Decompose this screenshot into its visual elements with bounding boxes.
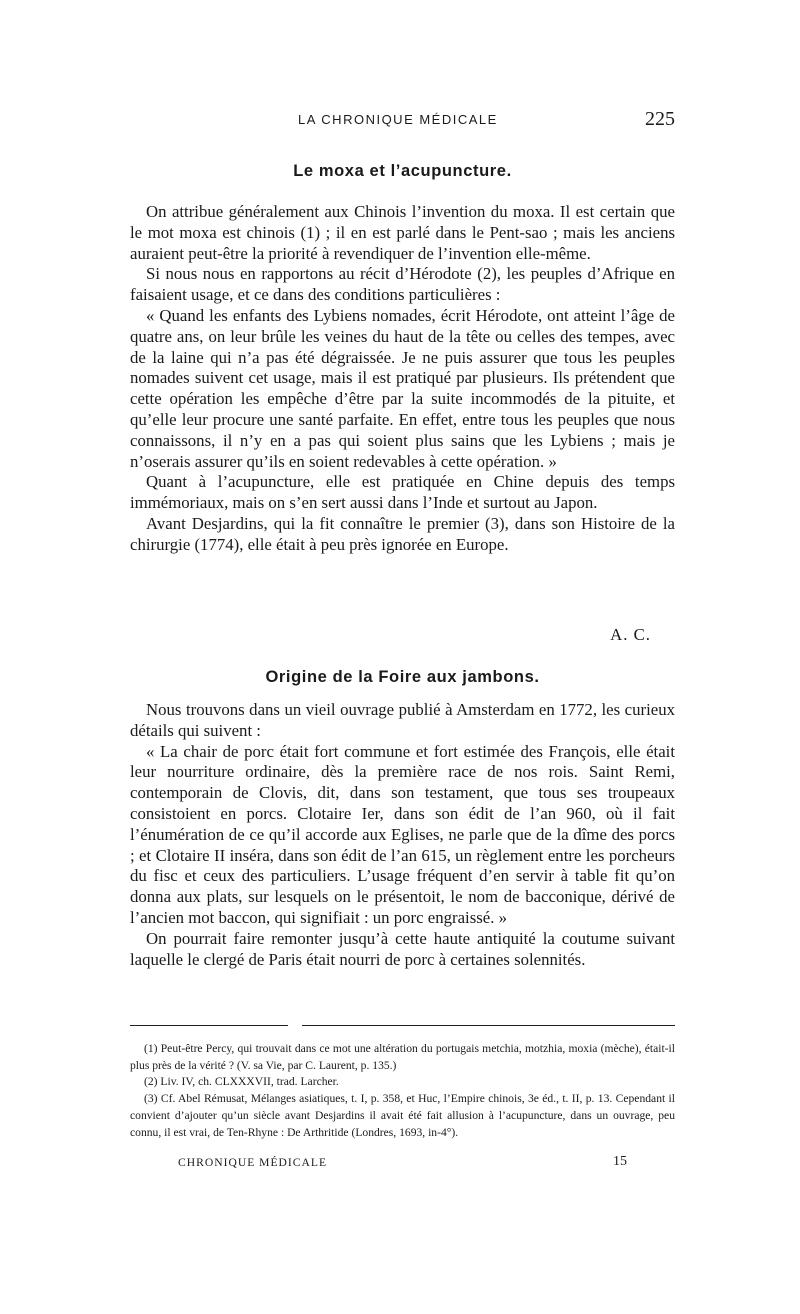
page-header xyxy=(130,108,675,132)
article-title-moxa: Le moxa et l’acupuncture. xyxy=(293,162,512,180)
page-number: 225 xyxy=(645,108,675,130)
article-signature: A. C. xyxy=(610,625,651,644)
article-body-foire xyxy=(130,700,675,970)
paragraph: Nous trouvons dans un vieil ouvrage publié à Amsterdam en 1772, les curieux détails qui suivent : xyxy=(130,700,675,740)
page-footer xyxy=(130,1154,675,1172)
quote-paragraph: « Quand les enfants des Lybiens nomades, écrit Hérodote, ont atteint l’âge de quatre ans, on leur brûle les veines du haut de la tête ou celles des tempes, avec de la laine qui n’a pas été dégraissée. Je ne puis assurer que tous les peuples nomades suivent cet usage, mais il est pratiqué par plusieurs. Ils prétendent que cette opération les empêche d’être par la suite incommodés de la pituite, et qu’elle leur procure une santé parfaite. En effet, entre tous les peuples que nous connaissons, il n’y en a pas qui soient plus sains que les Lybiens ; mais je n’oserais assurer qu’ils en soient redevables à cette opération. » xyxy=(130,305,675,471)
paragraph: Si nous nous en rapportons au récit d’Hérodote (2), les peuples d’Afrique en faisaient usage, et ce dans des conditions particulières : xyxy=(130,264,675,305)
quote-paragraph: « La chair de porc était fort commune et fort estimée des François, elle était leur nourriture ordinaire, dès la première race de nos rois. Saint Remi, contemporain de Clovis, dit, dans son testament, que tous ses troupeaux consistoient en porcs. Clotaire Ier, dans son édit de l’an 960, où il fait l’énumération de ce qu’il accorde aux Eglises, ne parle que de la dîme des porcs ; et Clotaire II inséra, dans son édit de l’an 615, un règlement entre les porcheurs du fisc et ceux des particuliers. L’usage fréquent d’en servir à table fit qu’on donna aux plats, sur lesquels on le présentoit, le nom de bacconique, dérivé de l’ancien mot baccon, qui signifiait : un porc engraissé. » xyxy=(130,741,675,927)
article-title-foire: Origine de la Foire aux jambons. xyxy=(265,668,540,686)
footnote: (1) Peut-être Percy, qui trouvait dans ce mot une altération du portugais metchia, motzhia, moxia (mèche), était-il plus près de la vérité ? (V. sa Vie, par C. Laurent, p. 135.) xyxy=(130,1042,675,1072)
signature-mark-label: CHRONIQUE MÉDICALE xyxy=(178,1156,328,1169)
footnote-rule-left xyxy=(130,1025,288,1026)
footnote: (3) Cf. Abel Rémusat, Mélanges asiatiques, t. I, p. 358, et Huc, l’Empire chinois, 3e éd., t. II, p. 13. Cependant il convient d’ajouter qu’un siècle avant Desjardins il avait été fait allusion à l’acupuncture, dans un ouvrage, peu connu, il est vrai, de Ten-Rhyne : De Arthritide (Londres, 1693, in-4°). xyxy=(130,1092,675,1139)
article-body-moxa xyxy=(130,202,675,556)
running-title: LA CHRONIQUE MÉDICALE xyxy=(298,112,498,127)
paragraph: Avant Desjardins, qui la fit connaître le premier (3), dans son Histoire de la chirurgie (1774), elle était à peu près ignorée en Europe. xyxy=(130,513,675,554)
paragraph: Quant à l’acupuncture, elle est pratiquée en Chine depuis des temps immémoriaux, mais on s’en sert aussi dans l’Inde et surtout au Japon. xyxy=(130,472,675,513)
paragraph: On pourrait faire remonter jusqu’à cette haute antiquité la coutume suivant laquelle le clergé de Paris était nourri de porc à certaines solennités. xyxy=(130,928,675,969)
footnote: (2) Liv. IV, ch. CLXXXVII, trad. Larcher. xyxy=(144,1075,339,1089)
paragraph: On attribue généralement aux Chinois l’invention du moxa. Il est certain que le mot moxa est chinois (1) ; il en est parlé dans le Pent-sao ; mais les anciens auraient peut-être la priorité à revendiquer de l’invention elle-même. xyxy=(130,202,675,263)
signature-mark-number: 15 xyxy=(613,1154,627,1169)
footnote-rule-right xyxy=(302,1025,675,1026)
footnotes xyxy=(130,1041,675,1141)
